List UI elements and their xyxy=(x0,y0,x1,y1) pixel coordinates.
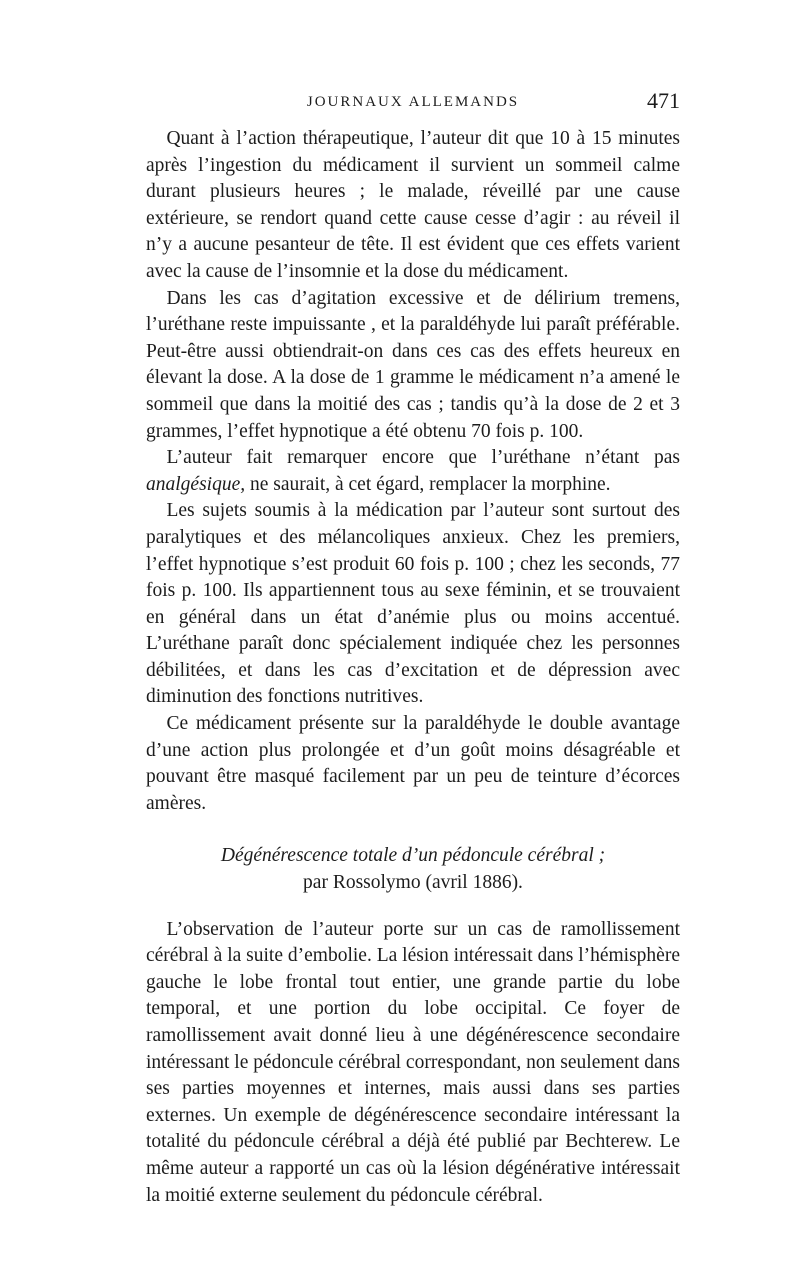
paragraph-delirium-tremens: Dans les cas d’agitation excessive et de délirium tremens, l’uréthane reste impuissante , et la paraldéhyde lui paraît préférable. Peut-être aussi obtiendrait-on dans ces cas des effets heureux en élevant la dose. A la dose de 1 gramme le médicament n’a amené le sommeil que dans la moitié des cas ; tandis qu’à la dose de 2 et 3 grammes, l’effet hypnotique a été obtenu 70 fois p. 100. xyxy=(146,287,680,442)
paragraph-observation: L’observation de l’auteur porte sur un cas de ramollissement cérébral à la suite d’embolie. La lésion intéressait dans l’hémisphère gauche le lobe frontal tout entier, une grande partie du lobe temporal, et une portion du lobe occipital. Ce foyer de ramollissement avait donné lieu à une dégénérescence secondaire intéressant le pédoncule cérébral correspondant, non seulement dans ses parties moyennes et internes, mais aussi dans ses parties externes. Un exemple de dégénérescence secondaire intéressant la totalité du pédoncule cérébral a déjà été publié par Bechterew. Le même auteur a rapporté un cas où la lésion dégénérative intéressait la moitié externe seulement du pédoncule cérébral. xyxy=(146,918,680,1206)
paragraph-advantages: Ce médicament présente sur la paraldéhyde le double avantage d’une action plus prolongée et d’un goût moins désagréable et pouvant être masqué facilement par un peu de teinture d’écorces amères. xyxy=(146,713,680,814)
paragraph-therapeutic-action: Quant à l’action thérapeutique, l’auteur dit que 10 à 15 minutes après l’ingestion du médicament il survient un sommeil calme durant plusieurs heures ; le malade, réveillé par une cause extérieure, se rendort quand cette cause cesse d’agir : au réveil il n’y a aucune pesanteur de tête. Il est évident que ces effets varient avec la cause de l’insomnie et la dose du médicament. xyxy=(146,128,680,282)
section-title: Dégénérescence totale d’un pédoncule cérébral ; xyxy=(220,845,606,867)
section-heading xyxy=(146,843,680,896)
page-body xyxy=(146,126,680,1209)
paragraph-analgesic xyxy=(146,445,680,498)
paragraph-subjects: Les sujets soumis à la médication par l’auteur sont surtout des paralytiques et des mélancoliques anxieux. Chez les premiers, l’effet hypnotique s’est produit 60 fois p. 100 ; chez les seconds, 77 fois p. 100. Ils appartiennent tous au sexe féminin, et se trouvaient en général dans un état d’anémie plus ou moins accentué. L’uréthane paraît donc spécialement indiquée chez les personnes débilitées, et dans les cas d’excitation et de dépression avec diminution des fonctions nutritives. xyxy=(146,500,680,708)
page-header xyxy=(146,88,680,122)
section-byline: par Rossolymo (avril 1886). xyxy=(303,872,523,894)
page-number: 471 xyxy=(647,88,680,113)
running-head: JOURNAUX ALLEMANDS xyxy=(306,94,520,110)
paragraph-analgesic-text-start: L’auteur fait remarquer encore que l’uréthane n’étant pas xyxy=(166,447,680,469)
analgesic-italic-term: analgésique, xyxy=(146,473,246,495)
paragraph-analgesic-text-end: ne saurait, à cet égard, remplacer la morphine. xyxy=(245,473,611,495)
